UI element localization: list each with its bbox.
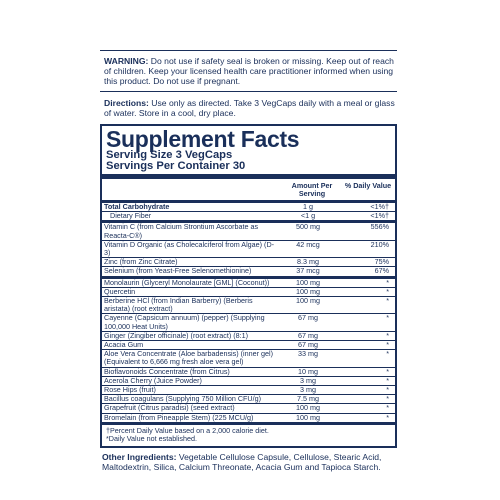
ingredient-name: Selenium (from Yeast-Free Selenomethionine) (104, 266, 252, 276)
ingredient-name: Berberine HCl (from Indian Barberry) (Berberis aristata) (root extract) (104, 296, 253, 314)
ingredient-name: Vitamin C (from Calcium Strontium Ascorbate as Reacta-C®) (104, 222, 259, 240)
facts-row (102, 403, 395, 412)
ingredient-amount: 42 mcg (296, 239, 320, 249)
facts-title: Supplement Facts (106, 126, 300, 152)
ingredient-amount: <1 g (300, 211, 316, 221)
ingredient-dv: * (386, 296, 389, 306)
ingredient-amount: 100 mg (296, 403, 320, 413)
ingredient-name: Bromelain (from Pineapple Stem) (225 MCU/g) (104, 412, 254, 422)
ingredient-name: Ginger (Zingiber officinale) (root extract) (8:1) (104, 330, 249, 340)
ingredient-name: Bioflavonoids Concentrate (from Citrus) (104, 366, 230, 376)
ingredient-amount: 67 mg (298, 330, 318, 340)
facts-row (102, 257, 395, 266)
ingredient-name: Acerola Cherry (Juice Powder) (104, 375, 202, 385)
ingredient-amount: 67 mg (298, 340, 318, 350)
footnote-not-established: *Daily Value not established. (106, 434, 197, 444)
ingredient-dv: * (386, 349, 389, 359)
vitamin-mineral-group (102, 223, 395, 275)
ingredient-amount: 8.3 mg (297, 257, 319, 267)
ingredient-amount: 100 mg (296, 277, 320, 287)
servings-per-container: Servings Per Container 30 (106, 160, 246, 172)
amount-column-header: Amount Per Serving (291, 181, 333, 198)
facts-row (102, 287, 395, 296)
footnotes (102, 425, 395, 446)
ingredient-dv: * (386, 394, 389, 404)
ingredient-amount: 33 mg (298, 349, 318, 359)
ingredient-name: Acacia Gum (104, 340, 144, 350)
facts-row (102, 240, 395, 257)
ingredient-dv: <1%† (370, 211, 389, 221)
ingredient-dv: * (386, 366, 389, 376)
ingredient-dv: * (386, 330, 389, 340)
facts-row (102, 266, 395, 275)
directions-label: Directions: (104, 98, 149, 108)
ingredient-dv: 210% (370, 239, 389, 249)
ingredient-dv: * (386, 412, 389, 422)
directions-block (100, 95, 397, 122)
ingredient-name: Rose Hips (fruit) (104, 385, 156, 395)
ingredient-dv: * (386, 403, 389, 413)
ingredient-amount: 1 g (303, 202, 313, 211)
directions-text: Use only as directed. Take 3 VegCaps daily with a meal or glass of water. Store in a cool, dry place. (104, 98, 395, 118)
facts-row (102, 279, 395, 287)
ingredient-dv: * (386, 313, 389, 323)
ingredient-name: Bacillus coagulans (Supplying 750 Million CFU/g) (104, 394, 262, 404)
ingredient-name: Vitamin D Organic (as Cholecalciferol from Algae) (D-3) (104, 239, 275, 258)
facts-row (102, 331, 395, 340)
ingredient-name: Dietary Fiber (110, 211, 152, 221)
other-ingredients (100, 448, 397, 472)
supplement-facts-panel (100, 124, 397, 448)
carbohydrate-group (102, 203, 395, 220)
supplement-label (100, 50, 397, 472)
facts-row (102, 376, 395, 385)
facts-row (102, 313, 395, 330)
other-ingredients-text: Vegetable Cellulose Capsule, Cellulose, Stearic Acid, Maltodextrin, Silica, Calcium Threonate, Acacia Gum and Tapioca Starch. (102, 452, 382, 473)
other-ingredients-group (102, 279, 395, 422)
ingredient-dv: 556% (370, 222, 389, 232)
facts-row (102, 211, 395, 220)
dv-column-header: % Daily Value (344, 181, 392, 190)
facts-row (102, 296, 395, 313)
warning-block (100, 50, 397, 92)
ingredient-amount: 37 mcg (296, 266, 320, 276)
ingredient-name: Zinc (from Zinc Citrate) (104, 257, 178, 267)
ingredient-amount: 100 mg (296, 286, 320, 296)
ingredient-amount: 500 mg (296, 222, 320, 232)
ingredient-dv: * (386, 286, 389, 296)
ingredient-dv: 75% (374, 257, 389, 267)
ingredient-name: Monolaurin (Glyceryl Monolaurate [GML] (Coconut)) (104, 277, 270, 287)
ingredient-name: Cayenne (Capsicum annuum) (pepper) (Supplying 100,000 Heat Units) (104, 313, 265, 331)
warning-text: Do not use if safety seal is broken or missing. Keep out of reach of children. Keep your licensed health care practitioner informed when using this product. Do not use if pregnant. (104, 56, 394, 86)
ingredient-name: Grapefruit (Citrus paradisi) (seed extract) (104, 403, 235, 413)
ingredient-dv: * (386, 385, 389, 395)
facts-row (102, 367, 395, 376)
facts-header-row (102, 179, 395, 200)
serving-size: Serving Size 3 VegCaps (106, 149, 233, 161)
facts-row (102, 385, 395, 394)
footnote-dv: †Percent Daily Value based on a 2,000 calorie diet. (106, 425, 269, 435)
ingredient-amount: 3 mg (300, 385, 316, 395)
ingredient-name: Quercetin (104, 286, 136, 296)
ingredient-amount: 100 mg (296, 412, 320, 422)
ingredient-dv: * (386, 277, 389, 287)
other-ingredients-label: Other Ingredients: (102, 452, 177, 463)
facts-row (102, 413, 395, 422)
ingredient-dv: * (386, 375, 389, 385)
ingredient-amount: 3 mg (300, 375, 316, 385)
ingredient-amount: 67 mg (298, 313, 318, 323)
ingredient-amount: 100 mg (296, 296, 320, 306)
warning-label: WARNING: (104, 56, 149, 66)
ingredient-amount: 7.5 mg (297, 394, 319, 404)
ingredient-amount: 10 mg (298, 366, 318, 376)
ingredient-name: Aloe Vera Concentrate (Aloe barbadensis) (inner gel) (Equivalent to 6,666 mg fresh aloe vera gel) (104, 349, 274, 367)
facts-row (102, 394, 395, 403)
ingredient-name: Total Carbohydrate (104, 202, 170, 211)
facts-row (102, 340, 395, 349)
ingredient-dv: 67% (374, 266, 389, 276)
ingredient-dv: <1%† (370, 202, 389, 211)
facts-row (102, 203, 395, 211)
facts-row (102, 223, 395, 239)
ingredient-dv: * (386, 340, 389, 350)
facts-row (102, 349, 395, 366)
